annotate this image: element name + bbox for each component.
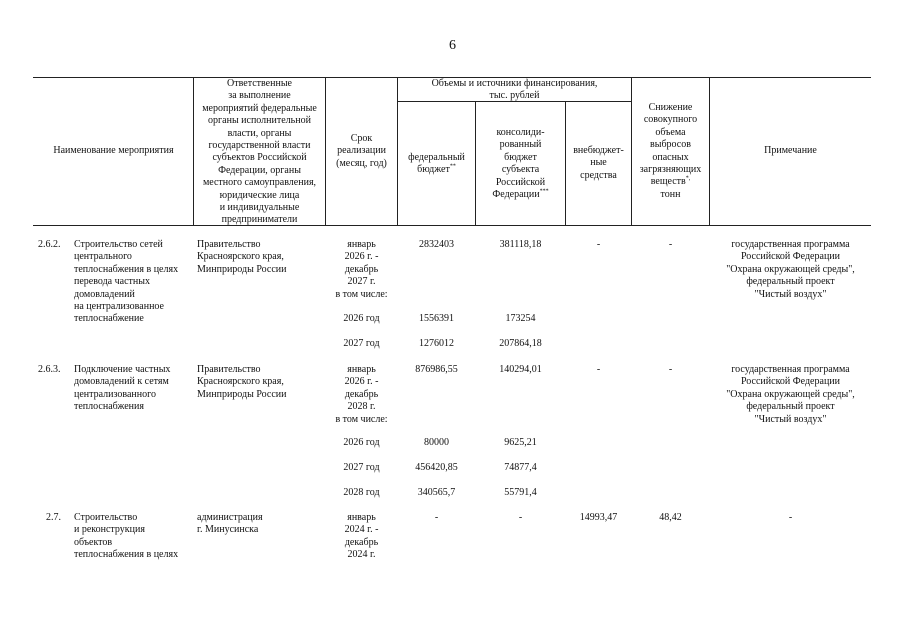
row-2-6-3-federal: 876986,55 (415, 364, 458, 375)
row-2-6-2-name: Строительство сетей центрального теплоснабжения в целях перевода частных домовладений на централизованное теплоснабжение (74, 239, 179, 325)
row-2-6-3-year-2028: 2028 год (343, 487, 380, 498)
header-offbudget: внебюджет- ные средства (573, 145, 624, 181)
row-2-6-3-number: 2.6.3. (38, 364, 61, 375)
row-2-6-3-regional: 140294,01 (499, 364, 542, 375)
row-2-6-2-regional-2026: 173254 (505, 313, 536, 324)
row-2-6-2-term: январь 2026 г. - декабрь 2027 г. в том числе: (335, 239, 388, 300)
row-2-6-2-responsible: Правительство Красноярского края, Минприроды России (197, 239, 287, 275)
row-2-6-3-responsible: Правительство Красноярского края, Минприроды России (197, 364, 287, 400)
row-2-6-2-year-2026: 2026 год (343, 313, 380, 324)
row-2-7-regional: - (518, 512, 523, 523)
header-funding: Объемы и источники финансирования, тыс. рублей (431, 78, 598, 102)
row-2-6-2-federal-2026: 1556391 (419, 313, 454, 324)
row-2-6-3-term: январь 2026 г. - декабрь 2028 г. в том числе: (335, 364, 388, 425)
row-2-7-term: январь 2024 г. - декабрь 2024 г. (344, 512, 379, 561)
row-2-6-3-emission: - (668, 364, 673, 375)
row-2-6-3-note: государственная программа Российской Федерации "Охрана окружающей среды", федеральный проект "Чистый воздух" (726, 364, 855, 425)
header-responsible: Ответственные за выполнение мероприятий федеральные органы исполнительной власти, органы государственной власти субъектов Российской Федерации, органы местного самоуправления, юридические лица и индивидуальные предприниматели (202, 78, 317, 226)
row-2-6-2-federal-2027: 1276012 (419, 338, 454, 349)
header-note: Примечание (764, 145, 817, 156)
header-regional-budget: консолиди- рованный бюджет субъекта Российской Федерации*** (492, 127, 549, 201)
page-number: 6 (449, 38, 456, 53)
row-2-7-emission: 48,42 (659, 512, 682, 523)
row-2-6-2-year-2027: 2027 год (343, 338, 380, 349)
row-2-6-3-regional-2028: 55791,4 (504, 487, 537, 498)
row-2-6-2-offbudget: - (596, 239, 601, 250)
row-2-6-3-name: Подключение частных домовладений к сетям централизованного теплоснабжения (74, 364, 171, 413)
row-2-6-3-federal-2028: 340565,7 (417, 487, 456, 498)
row-2-6-3-federal-2027: 456420,85 (415, 462, 458, 473)
row-2-7-responsible: администрация г. Минусинска (197, 512, 263, 536)
row-2-6-2-regional: 381118,18 (499, 239, 542, 250)
row-2-6-2-emission: - (668, 239, 673, 250)
row-2-7-name: Строительство и реконструкция объектов теплоснабжения в целях (74, 512, 179, 561)
row-2-6-2-note: государственная программа Российской Федерации "Охрана окружающей среды", федеральный проект "Чистый воздух" (726, 239, 855, 300)
row-2-6-3-regional-2027: 74877,4 (504, 462, 537, 473)
header-emission-reduction: Снижение совокупного объема выбросов опасных загрязняющих веществ*, тонн (639, 102, 702, 200)
row-2-6-3-offbudget: - (596, 364, 601, 375)
row-2-7-note: - (788, 512, 793, 523)
header-federal-budget: федеральный бюджет** (408, 152, 465, 176)
row-2-7-offbudget: 14993,47 (579, 512, 618, 523)
row-2-7-federal: - (434, 512, 439, 523)
row-2-6-3-regional-2026: 9625,21 (504, 437, 537, 448)
row-2-7-number: 2.7. (46, 512, 61, 523)
row-2-6-2-number: 2.6.2. (38, 239, 61, 250)
header-name: Наименование мероприятия (53, 145, 174, 156)
row-2-6-3-year-2026: 2026 год (343, 437, 380, 448)
row-2-6-2-federal: 2832403 (419, 239, 454, 250)
row-2-6-2-regional-2027: 207864,18 (499, 338, 542, 349)
table-header-bottom-border (33, 225, 871, 226)
header-term: Срок реализации (месяц, год) (336, 133, 387, 169)
row-2-6-3-year-2027: 2027 год (343, 462, 380, 473)
row-2-6-3-federal-2026: 80000 (424, 437, 449, 448)
